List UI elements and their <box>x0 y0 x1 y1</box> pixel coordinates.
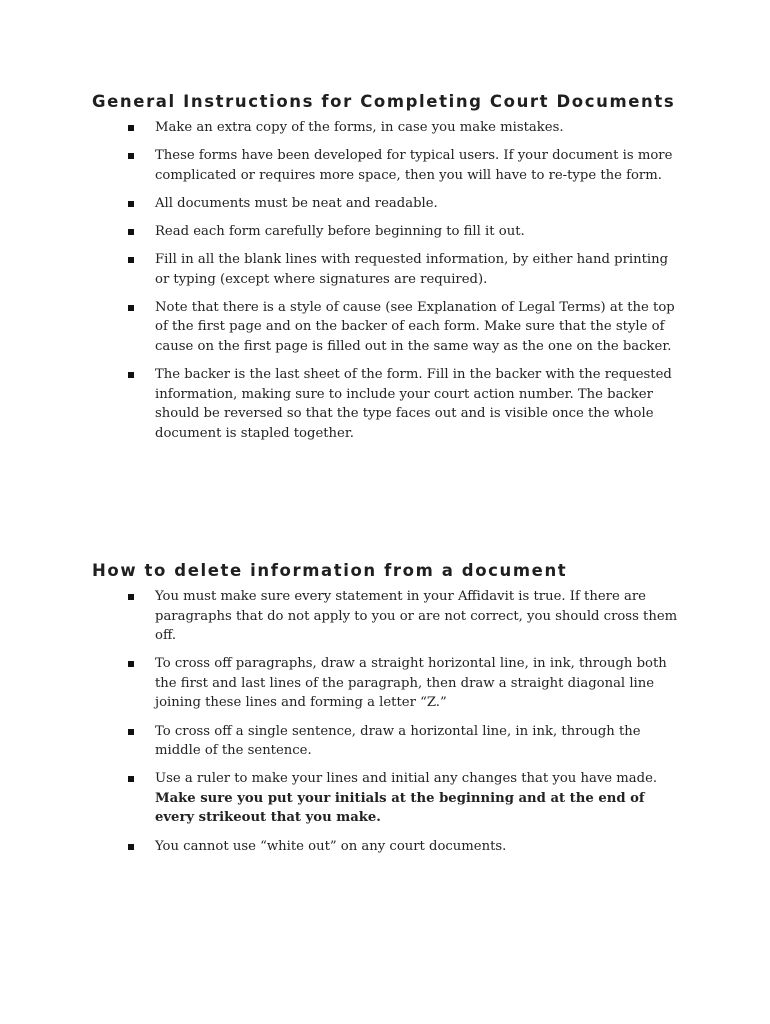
list-item <box>92 194 679 214</box>
square-bullet-icon <box>128 201 134 207</box>
square-bullet-icon <box>128 305 134 311</box>
list-item-text: To cross off a single sentence, draw a horizontal line, in ink, through the middle of the sentence. <box>155 723 641 759</box>
delete-information-section <box>92 559 692 865</box>
delete-steps-list <box>92 587 692 856</box>
bold-warning-text: Make sure you put your initials at the beginning and at the end of every strikeout that you make. <box>155 790 645 826</box>
square-bullet-icon <box>128 257 134 263</box>
square-bullet-icon <box>128 594 134 600</box>
list-item-text: Make an extra copy of the forms, in case you make mistakes. <box>155 120 564 135</box>
list-item <box>92 587 679 646</box>
list-item <box>92 222 679 242</box>
list-item <box>92 118 679 138</box>
list-item <box>92 250 679 289</box>
list-item-text: Fill in all the blank lines with requested information, by either hand printing or typing (except where signatures are required). <box>155 251 669 287</box>
list-item-text: Use a ruler to make your lines and initial any changes that you have made. <box>155 771 658 787</box>
instructions-list <box>92 118 692 443</box>
list-item-text: Note that there is a style of cause (see Explanation of Legal Terms) at the top of the first page and on the backer of each form. Make sure that the style of cause on the first page is filled out in the same way as the one on the backer. <box>155 299 675 354</box>
section-heading: General Instructions for Completing Court Documents <box>92 92 676 111</box>
square-bullet-icon <box>128 125 134 131</box>
square-bullet-icon <box>128 729 134 735</box>
list-item <box>92 722 679 761</box>
list-item-text: You must make sure every statement in your Affidavit is true. If there are paragraphs that do not apply to you or are not correct, you should cross them off. <box>155 589 678 644</box>
square-bullet-icon <box>128 229 134 235</box>
list-item-text: To cross off paragraphs, draw a straight horizontal line, in ink, through both the first and last lines of the paragraph, then draw a straight diagonal line joining these lines and forming a letter “Z.” <box>155 656 667 711</box>
list-item <box>92 654 679 713</box>
square-bullet-icon <box>128 776 134 782</box>
list-item <box>92 298 679 357</box>
list-item <box>92 146 679 185</box>
square-bullet-icon <box>128 661 134 667</box>
list-item-text: You cannot use “white out” on any court documents. <box>155 838 507 854</box>
list-item <box>92 365 679 443</box>
list-item <box>92 837 679 857</box>
list-item-text: All documents must be neat and readable. <box>155 195 438 211</box>
general-instructions-section <box>92 90 692 452</box>
square-bullet-icon <box>128 153 134 159</box>
list-item-text: These forms have been developed for typical users. If your document is more complicated or requires more space, then you will have to re-type the form. <box>155 148 673 183</box>
square-bullet-icon <box>128 372 134 378</box>
section-heading: How to delete information from a document <box>92 561 568 580</box>
list-item <box>92 769 679 828</box>
list-item-text: The backer is the last sheet of the form. Fill in the backer with the requested information, making sure to include your court action number. The backer should be reversed so that the type faces out and is visible once the whole document is stapled together. <box>155 366 672 441</box>
list-item-text: Read each form carefully before beginning to fill it out. <box>155 223 525 239</box>
square-bullet-icon <box>128 844 134 850</box>
